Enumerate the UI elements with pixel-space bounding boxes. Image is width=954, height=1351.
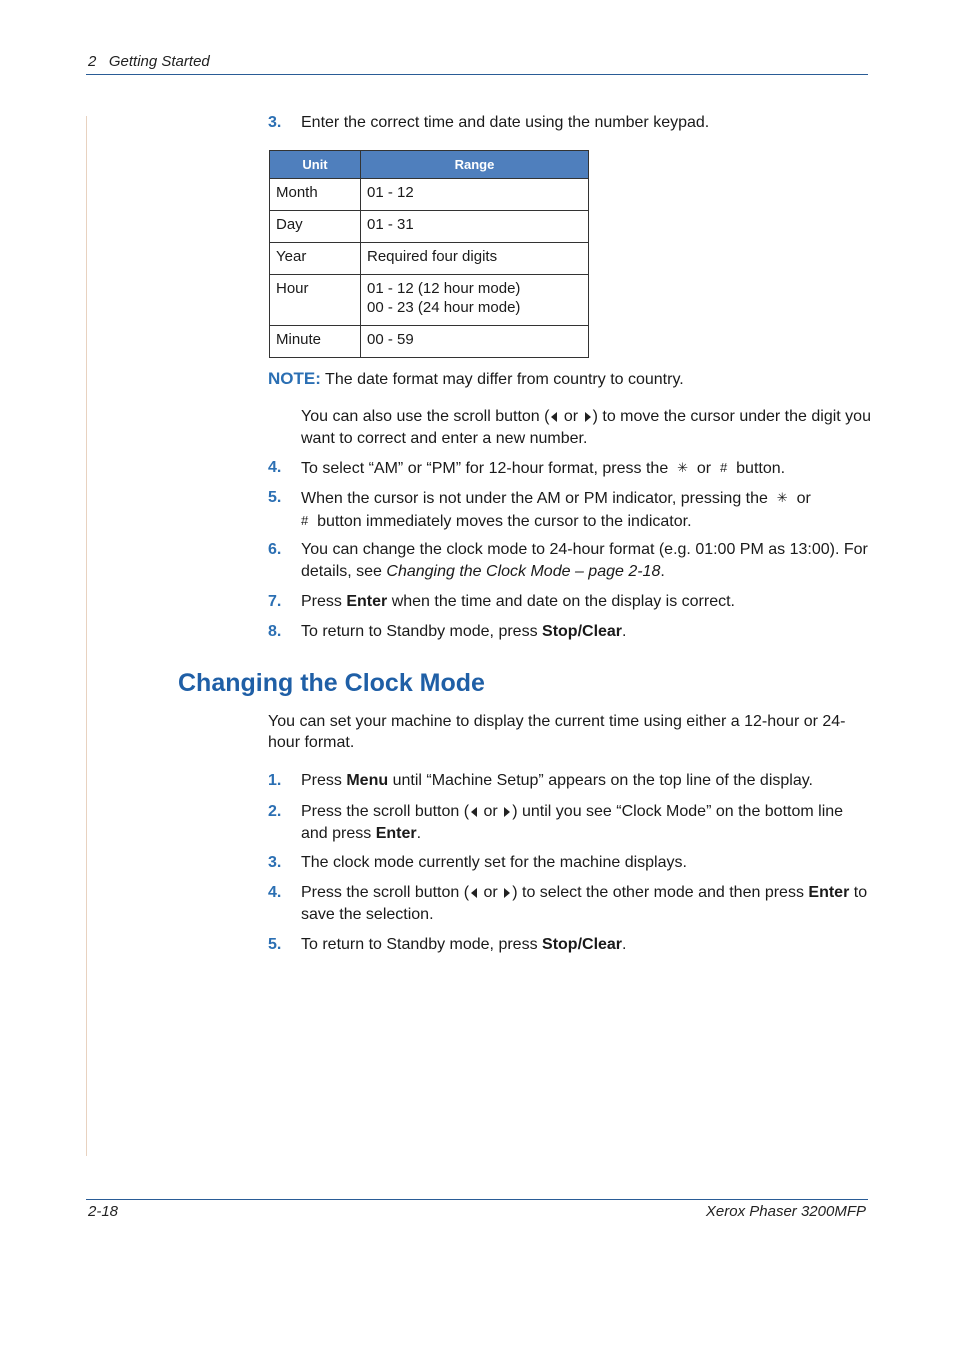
- step-text: [301, 934, 871, 956]
- step-number: 7.: [268, 593, 282, 610]
- running-header: [88, 53, 210, 70]
- text-part: To return to Standby mode, press: [301, 936, 543, 953]
- star-key-icon: ✳: [776, 490, 788, 505]
- text-part: Press the scroll button (: [301, 884, 470, 901]
- text-part: Press the scroll button (: [301, 803, 470, 820]
- step-number: 5.: [268, 936, 282, 953]
- text-part: You can change the clock mode to 24-hour format (e.g. 01:00 PM as 13:00). For details, see: [301, 541, 868, 580]
- hash-key-icon: #: [301, 513, 309, 528]
- note-label: NOTE:: [268, 369, 321, 388]
- scroll-left-icon: [471, 807, 477, 817]
- text-part: ) until you see “Clock Mode” on the bottom line and press: [301, 803, 844, 842]
- cell-range: [361, 275, 589, 326]
- cell-range: Required four digits: [361, 243, 589, 275]
- text-part: ) to select the other mode and then press: [512, 884, 809, 901]
- key-name: Enter: [375, 825, 417, 842]
- para-text: You can also use the scroll button (: [301, 408, 550, 425]
- para-text: ) to move the cursor under the digit you want to correct and enter a new number.: [301, 408, 871, 447]
- cell-range: 00 - 59: [361, 326, 589, 358]
- key-name: Stop/Clear: [542, 623, 623, 640]
- cell-unit: Year: [270, 243, 361, 275]
- section-heading: Changing the Clock Mode: [178, 669, 485, 697]
- table-row: [270, 179, 589, 211]
- step-text: [301, 801, 871, 845]
- note-text: The date format may differ from country to country.: [325, 371, 684, 388]
- scroll-right-icon: [504, 807, 510, 817]
- scroll-left-icon: [471, 888, 477, 898]
- step-number: 5.: [268, 489, 282, 506]
- unit-range-table: [269, 150, 589, 358]
- or-text: or: [563, 408, 579, 425]
- step-text: [301, 487, 871, 533]
- cross-reference-link[interactable]: Changing the Clock Mode – page 2-18: [386, 563, 661, 580]
- step-text: [301, 621, 871, 643]
- text-part: to save the selection.: [301, 884, 868, 923]
- text-part: When the cursor is not under the AM or PM indicator, pressing the: [301, 490, 768, 507]
- text-part: when the time and date on the display is correct.: [387, 593, 735, 610]
- page-number: 2-18: [88, 1203, 119, 1220]
- cell-unit: Minute: [270, 326, 361, 358]
- step-text: [301, 591, 871, 613]
- text-part: .: [622, 623, 627, 640]
- star-key-icon: ✳: [677, 460, 689, 475]
- or-text: or: [483, 884, 498, 901]
- range-line: 00 - 23 (24 hour mode): [367, 299, 521, 316]
- step-number: 2.: [268, 803, 282, 820]
- margin-line: [86, 116, 87, 1156]
- cell-range: 01 - 12: [361, 179, 589, 211]
- step-number: 3.: [268, 854, 282, 871]
- footer-rule: [86, 1199, 868, 1200]
- or-text: or: [696, 460, 712, 477]
- cell-unit: Hour: [270, 275, 361, 326]
- key-name: Enter: [808, 884, 850, 901]
- step-text: The clock mode currently set for the machine displays.: [301, 854, 687, 871]
- table-header-unit: Unit: [270, 151, 361, 179]
- text-part: until “Machine Setup” appears on the top line of the display.: [388, 772, 813, 789]
- text-part: Press: [301, 593, 347, 610]
- scroll-right-icon: [504, 888, 510, 898]
- step-number: 4.: [268, 884, 282, 901]
- text-part: .: [416, 825, 422, 842]
- section-intro: You can set your machine to display the current time using either a 12-hour or 24-hour format.: [268, 713, 846, 751]
- key-name: Stop/Clear: [542, 936, 623, 953]
- text-part: .: [660, 563, 665, 580]
- range-line: 01 - 12 (12 hour mode): [367, 280, 521, 297]
- cell-unit: Month: [270, 179, 361, 211]
- chapter-number: 2: [88, 53, 97, 70]
- table-row: [270, 211, 589, 243]
- text-part: button.: [736, 460, 786, 477]
- step-text: [301, 770, 871, 792]
- step-text: [301, 882, 871, 926]
- step-number: 1.: [268, 772, 282, 789]
- key-name: Menu: [346, 772, 389, 789]
- table-row: [270, 326, 589, 358]
- table-header-range: Range: [361, 151, 589, 179]
- step-text: [301, 539, 871, 583]
- step-number: 4.: [268, 459, 282, 476]
- step-number: 6.: [268, 541, 282, 558]
- note: [268, 368, 868, 390]
- text-part: To select “AM” or “PM” for 12-hour format, press the: [301, 460, 669, 477]
- or-text: or: [796, 490, 811, 507]
- text-part: .: [622, 936, 627, 953]
- scroll-right-icon: [585, 412, 591, 422]
- text-part: To return to Standby mode, press: [301, 623, 543, 640]
- cell-range: 01 - 31: [361, 211, 589, 243]
- product-name: Xerox Phaser 3200MFP: [705, 1203, 866, 1220]
- hash-key-icon: #: [720, 460, 728, 475]
- scroll-paragraph: [301, 406, 871, 450]
- step-text: Enter the correct time and date using the number keypad.: [301, 114, 710, 131]
- scroll-left-icon: [551, 412, 557, 422]
- step-number: 8.: [268, 623, 282, 640]
- cell-unit: Day: [270, 211, 361, 243]
- chapter-title: Getting Started: [108, 53, 210, 70]
- step-text: [301, 457, 871, 480]
- step-number: 3.: [268, 114, 282, 131]
- table-row: [270, 275, 589, 326]
- or-text: or: [483, 803, 498, 820]
- table-row: [270, 243, 589, 275]
- text-part: Press: [301, 772, 347, 789]
- header-rule: [86, 74, 868, 75]
- text-part: button immediately moves the cursor to the indicator.: [317, 513, 692, 530]
- key-name: Enter: [346, 593, 388, 610]
